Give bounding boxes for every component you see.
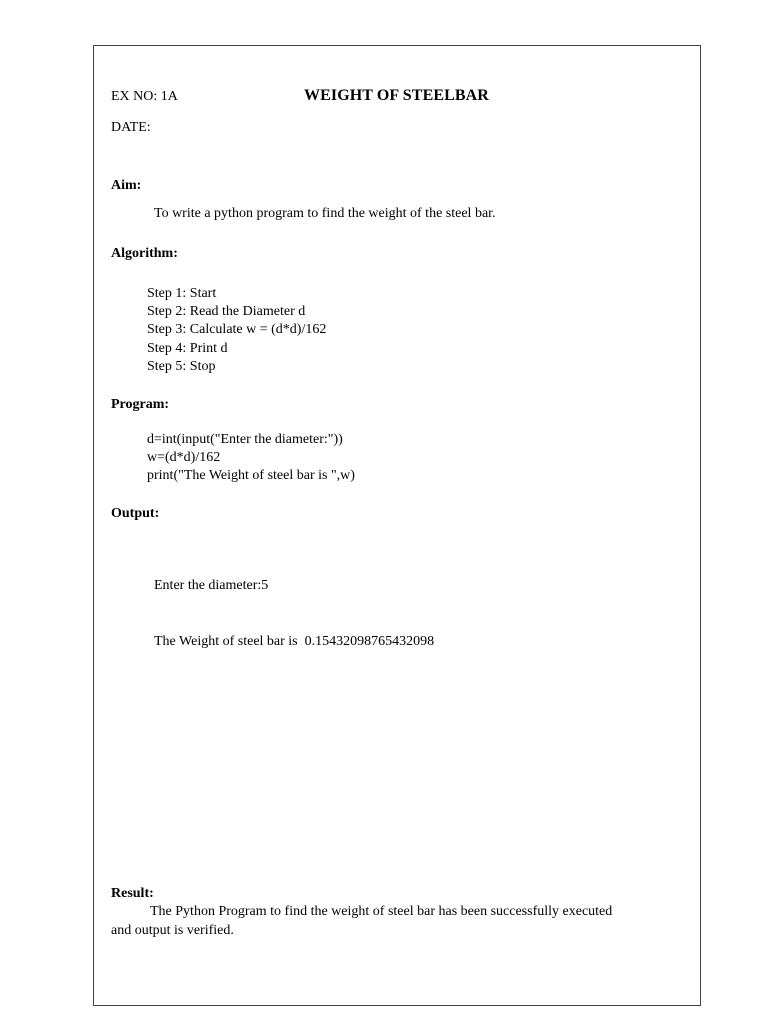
output-heading: Output: [111,506,160,521]
result-paragraph [111,902,631,940]
output-block [154,540,434,670]
page-border [93,45,701,1006]
code-line: w=(d*d)/162 [147,450,221,466]
algorithm-step: Step 2: Read the Diameter d [147,304,306,320]
aim-heading: Aim: [111,178,142,193]
result-text: The Python Program to find the weight of steel bar has been successfully executed and output is verified. [111,904,613,938]
output-line: The Weight of steel bar is 0.15432098765432098 [154,633,435,649]
code-line: print("The Weight of steel bar is ",w) [147,468,355,484]
document-title: WEIGHT OF STEELBAR [304,87,489,104]
algorithm-step: Step 5: Stop [147,358,216,374]
program-heading: Program: [111,397,170,412]
algorithm-steps [147,285,326,376]
algorithm-step: Step 1: Start [147,286,217,301]
algorithm-heading: Algorithm: [111,246,178,261]
aim-text: To write a python program to find the weight of the steel bar. [154,206,496,221]
exercise-number: EX NO: 1A [111,89,178,104]
output-line: Enter the diameter:5 [154,578,269,593]
date-label: DATE: [111,120,151,135]
code-line: d=int(input("Enter the diameter:")) [147,432,343,447]
algorithm-step: Step 3: Calculate w = (d*d)/162 [147,322,327,338]
program-code [147,431,355,486]
result-heading: Result: [111,886,154,901]
algorithm-step: Step 4: Print d [147,340,228,356]
